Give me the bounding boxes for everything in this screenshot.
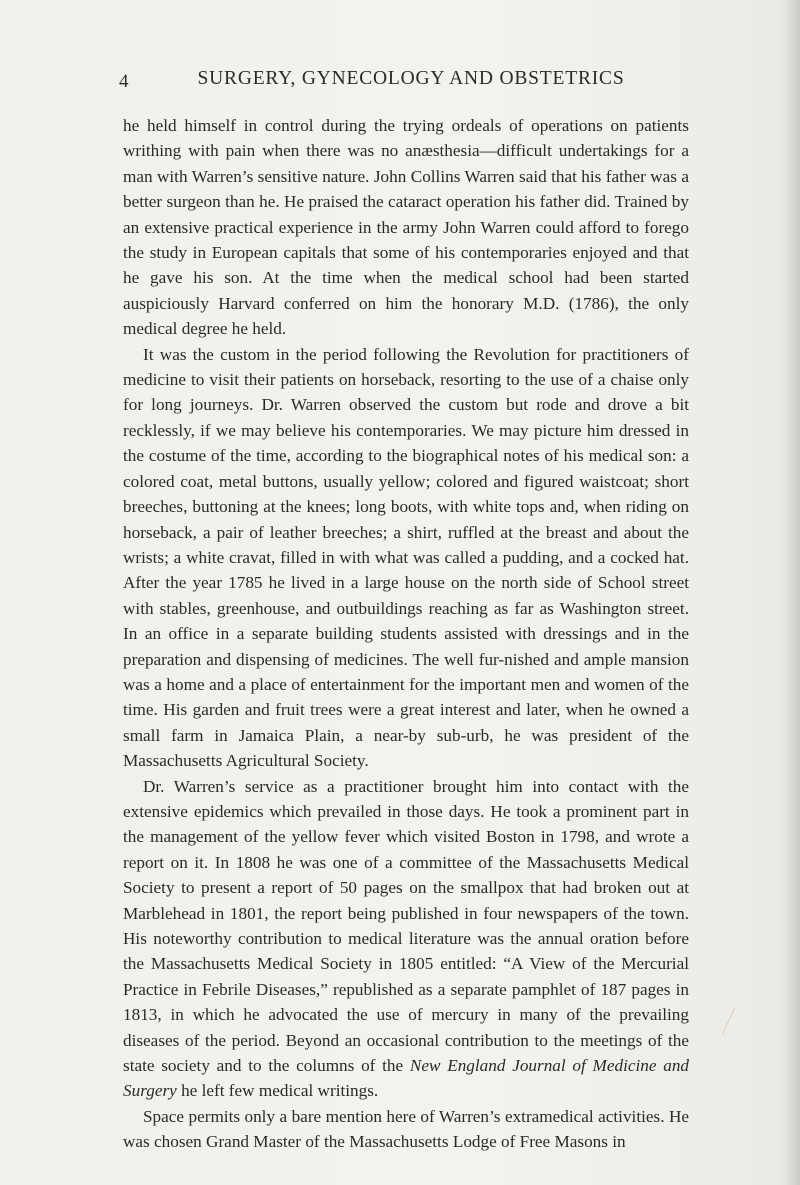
page-header	[0, 68, 800, 96]
paragraph-1: he held himself in control during the trying ordeals of operations on patients writhing with pain when there was no anæsthesia—difficult undertakings for a man with Warren’s sensitive nature. John Collins Warren said that his father was a better surgeon than he. He praised the cataract operation his father did. Trained by an extensive practical experience in the army John Warren could afford to forego the study in European capitals that some of his contemporaries enjoyed and that he gave his son. At the time when the medical school had been started auspiciously Harvard conferred on him the honorary M.D. (1786), the only medical degree he held.	[123, 116, 689, 339]
body-text	[123, 113, 689, 1155]
paragraph-2: It was the custom in the period following the Revolution for practitioners of medicine to visit their patients on horseback, resorting to the use of a chaise only for long journeys. Dr. Warren observed the custom but rode and drove a bit recklessly, if we may believe his contemporaries. We may picture him dressed in the costume of the time, according to the biographical notes of his medical son: a colored coat, metal buttons, usually yellow; colored and figured waistcoat; short breeches, buttoning at the knees; long boots, with white tops and, when riding on horseback, a pair of leather breeches; a shirt, ruffled at the breast and about the wrists; a white cravat, filled in with what was called a pudding, and a cocked hat. After the year 1785 he lived in a large house on the north side of School street with stables, greenhouse, and outbuildings reaching as far as Washington street. In an office in a separate building students assisted with dressings and in the preparation and dispensing of medicines. The well fur-nished and ample mansion was a home and a place of entertainment for the important men and women of the time. His garden and fruit trees were a great interest and later, when he owned a small farm in Jamaica Plain, a near-by sub-urb, he was president of the Massachusetts Agricultural Society.	[123, 344, 689, 771]
paragraph-4: Space permits only a bare mention here of Warren’s extramedical activities. He was chosen Grand Master of the Massachusetts Lodge of Free Masons in	[123, 1106, 689, 1152]
paragraph-3-text-after: he left few medical writings.	[176, 1081, 379, 1101]
journal-title: New England Journal of Medicine and Surgery	[123, 1056, 690, 1101]
running-head: SURGERY, GYNECOLOGY AND OBSTETRICS	[197, 68, 625, 89]
paragraph-3	[123, 774, 689, 1104]
page-number: 4	[119, 71, 129, 92]
paragraph-3-text: Dr. Warren’s service as a practitioner brought him into contact with the extensive epidemics which prevailed in those days. He took a prominent part in the management of the yellow fever which visited Boston in 1798, and wrote a report on it. In 1808 he was one of a committee of the Massachusetts Medical Society to present a report of 50 pages on the smallpox that had broken out at Marblehead in 1801, the report being published in four newspapers of the town. His noteworthy contribution to medical literature was the annual oration before the Massachusetts Medical Society in 1805 entitled: “A View of the Mercurial Practice in Febrile Diseases,” republished as a separate pamphlet of 187 pages in 1813, in which he advocated the use of mercury in many of the prevailing diseases of the period. Beyond an occasional contribution to the meetings of the state society and to the columns of the	[123, 776, 689, 1076]
page-edge-shadow	[786, 0, 800, 1185]
pencil-mark	[722, 1008, 747, 1034]
